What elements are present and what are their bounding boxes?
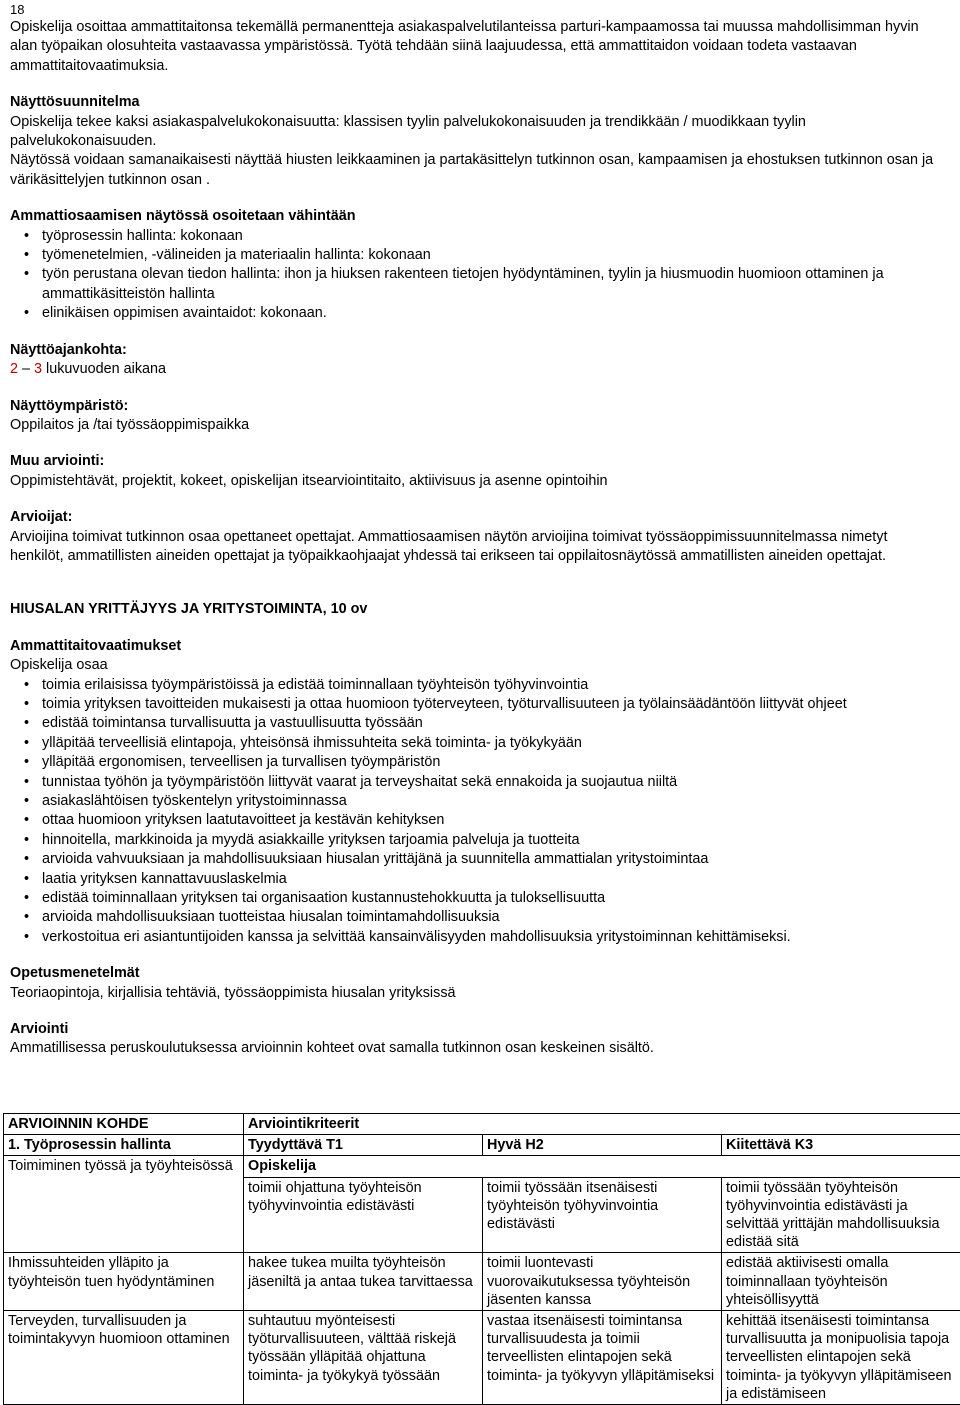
plan-paragraph-2: Näytössä voidaan samanaikaisesti näyttää hiusten leikkaaminen ja partakäsittelyn tutkinnon osan, kampaamisen ja ehostuksen tutkinnon osan ja värikäsittelyjen tutkinnon osan .	[10, 151, 945, 190]
table-cell: toimii ohjattuna työyhteisön työhyvinvointia edistävästi	[244, 1177, 483, 1253]
list-item: • toimia erilaisissa työympäristöissä ja edistää toiminnallaan työyhteisön työhyvinvointia	[42, 676, 945, 695]
table-subject: Opiskelija	[244, 1156, 960, 1177]
table-cell: toimii työssään itsenäisesti työyhteisön työhyvinvointia edistävästi	[483, 1177, 722, 1253]
list-item: • asiakaslähtöisen työskentelyn yritystoiminnassa	[42, 792, 945, 811]
list-item: • työn perustana olevan tiedon hallinta: ihon ja hiuksen rakenteen tietojen hyödyntäminen, tyylin ja hiusmuodin huomioon ottaminen ja ammattikäsitteistön hallinta	[42, 265, 945, 304]
table-cell: toimii luontevasti vuorovaikutuksessa työyhteisön jäsenten kanssa	[483, 1253, 722, 1311]
timing-from: 2	[10, 361, 18, 377]
list-item: • laatia yrityksen kannattavuuslaskelmia	[42, 870, 945, 889]
table-header-criteria: Arviointikriteerit	[244, 1114, 960, 1135]
table-header-row	[4, 1114, 960, 1135]
timing-to: 3	[34, 361, 42, 377]
table-cell: vastaa itsenäisesti toimintansa turvallisuudesta ja toimii terveellisten elintapojen sekä toiminta- ja työkyvyn ylläpitämiseksi	[483, 1311, 722, 1405]
list-item: • ylläpitää ergonomisen, terveellisen ja turvallisen työympäristön	[42, 753, 945, 772]
list-item: • hinnoitella, markkinoida ja myydä asiakkaille yrityksen tarjoamia palveluja ja tuotteita	[42, 831, 945, 850]
table-header-target: ARVIOINNIN KOHDE	[4, 1114, 244, 1135]
methods-heading: Opetusmenetelmät	[10, 964, 945, 983]
timing-sep: –	[18, 361, 34, 377]
page-number: 18	[10, 0, 24, 19]
table-row	[4, 1311, 960, 1405]
criteria-table	[3, 1113, 960, 1405]
timing-heading: Näyttöajankohta:	[10, 341, 945, 360]
requirements-list	[10, 676, 945, 948]
table-level-k3: Kiitettävä K3	[722, 1135, 960, 1156]
evaluation-text: Ammatillisessa peruskoulutuksessa arvioinnin kohteet ovat samalla tutkinnon osan keskeinen sisältö.	[10, 1039, 945, 1058]
table-cell: Terveyden, turvallisuuden ja toimintakyvyn huomioon ottaminen	[4, 1311, 244, 1405]
list-item: • verkostoitua eri asiantuntijoiden kanssa ja selvittää kansainvälisyyden mahdollisuuksia yritystoiminnan kehittämiseksi.	[42, 928, 945, 947]
table-cell: Toimiminen työssä ja työyhteisössä	[4, 1156, 244, 1253]
table-subject-row	[4, 1156, 960, 1177]
assessors-heading: Arvioijat:	[10, 508, 945, 527]
list-item: • toimia yrityksen tavoitteiden mukaisesti ja ottaa huomioon työterveyteen, työturvallisuuteen ja työlainsäädäntöön liittyvät ohjeet	[42, 695, 945, 714]
skills-heading: Ammattiosaamisen näytössä osoitetaan vähintään	[10, 207, 945, 226]
table-level-t1: Tyydyttävä T1	[244, 1135, 483, 1156]
env-text: Oppilaitos ja /tai työssäoppimispaikka	[10, 416, 945, 435]
list-item: • työprosessin hallinta: kokonaan	[42, 227, 945, 246]
requirements-heading: Ammattitaitovaatimukset	[10, 637, 945, 656]
table-cell: Ihmissuhteiden ylläpito ja työyhteisön tuen hyödyntäminen	[4, 1253, 244, 1311]
table-cell: suhtautuu myönteisesti työturvallisuuteen, välttää riskejä työssään ylläpitää ohjattuna toiminta- ja työkykyä työssään	[244, 1311, 483, 1405]
skills-list	[10, 227, 945, 324]
env-heading: Näyttöympäristö:	[10, 397, 945, 416]
table-section-title: 1. Työprosessin hallinta	[4, 1135, 244, 1156]
list-item: • edistää toiminnallaan yrityksen tai organisaation kustannustehokkuutta ja tuloksellisuutta	[42, 889, 945, 908]
table-cell: hakee tukea muilta työyhteisön jäseniltä ja antaa tukea tarvittaessa	[244, 1253, 483, 1311]
table-cell: edistää aktiivisesti omalla toiminnallaan työyhteisön yhteisöllisyyttä	[722, 1253, 960, 1311]
table-level-h2: Hyvä H2	[483, 1135, 722, 1156]
table-cell: toimii työssään työyhteisön työhyvinvointia edistävästi ja selvittää yrittäjän mahdollisuuksia edistää sitä	[722, 1177, 960, 1253]
list-item: • tunnistaa työhön ja työympäristöön liittyvät vaarat ja terveyshaitat sekä ennakoida ja suojautua niiltä	[42, 773, 945, 792]
timing-text	[10, 360, 945, 379]
document-body	[10, 0, 945, 1059]
table-row	[4, 1253, 960, 1311]
list-item: • arvioida mahdollisuuksiaan tuotteistaa hiusalan toimintamahdollisuuksia	[42, 908, 945, 927]
assessors-text: Arvioijina toimivat tutkinnon osaa opettaneet opettajat. Ammattiosaamisen näytön arvioijina toimivat työssäoppimissuunnitelmassa nimetyt henkilöt, ammatillisten aineiden opettajat ja työpaikkaohjaajat yhdessä tai erikseen tai oppilaitosnäytössä ammatillisten aineiden opettajat.	[10, 528, 945, 567]
plan-paragraph-1: Opiskelija tekee kaksi asiakaspalvelukokonaisuutta: klassisen tyylin palvelukokonaisuuden ja trendikkään / muodikkaan tyylin palvelukokonaisuuden.	[10, 113, 945, 152]
requirements-lead: Opiskelija osaa	[10, 656, 945, 675]
list-item: • edistää toimintansa turvallisuutta ja vastuullisuutta työssään	[42, 714, 945, 733]
list-item: • työmenetelmien, -välineiden ja materiaalin hallinta: kokonaan	[42, 246, 945, 265]
other-text: Oppimistehtävät, projektit, kokeet, opiskelijan itsearviointitaito, aktiivisuus ja asenne opintoihin	[10, 472, 945, 491]
methods-text: Teoriaopintoja, kirjallisia tehtäviä, työssäoppimista hiusalan yrityksissä	[10, 984, 945, 1003]
table-cell: kehittää itsenäisesti toimintansa turvallisuutta ja monipuolisia tapoja terveellisten elintapojen sekä toiminta- ja työkyvyn ylläpitämiseen ja edistämiseen	[722, 1311, 960, 1405]
intro-paragraph: Opiskelija osoittaa ammattitaitonsa tekemällä permanentteja asiakaspalvelutilanteissa parturi-kampaamossa tai muussa mahdollisimman hyvin alan työpaikan olosuhteita vastaavassa ympäristössä. Työtä tehdään siinä laajuudessa, että ammattitaidon voidaan todeta vastaavan ammattitaitovaatimuksia.	[10, 18, 945, 76]
module-title	[10, 600, 945, 619]
timing-rest: lukuvuoden aikana	[42, 361, 166, 377]
module-title-text: HIUSALAN YRITTÄJYYS JA YRITYSTOIMINTA,	[10, 601, 327, 617]
module-credits: 10 ov	[331, 601, 368, 617]
evaluation-heading: Arviointi	[10, 1020, 945, 1039]
list-item: • arvioida vahvuuksiaan ja mahdollisuuksiaan hiusalan yrittäjänä ja suunnitella ammattialan yritystoimintaa	[42, 850, 945, 869]
list-item: • ottaa huomioon yrityksen laatutavoitteet ja kestävän kehityksen	[42, 811, 945, 830]
list-item: • ylläpitää terveellisiä elintapoja, yhteisönsä ihmissuhteita sekä toiminta- ja työkykyään	[42, 734, 945, 753]
table-level-row	[4, 1135, 960, 1156]
list-item: • elinikäisen oppimisen avaintaidot: kokonaan.	[42, 304, 945, 323]
plan-heading: Näyttösuunnitelma	[10, 93, 945, 112]
other-heading: Muu arviointi:	[10, 452, 945, 471]
